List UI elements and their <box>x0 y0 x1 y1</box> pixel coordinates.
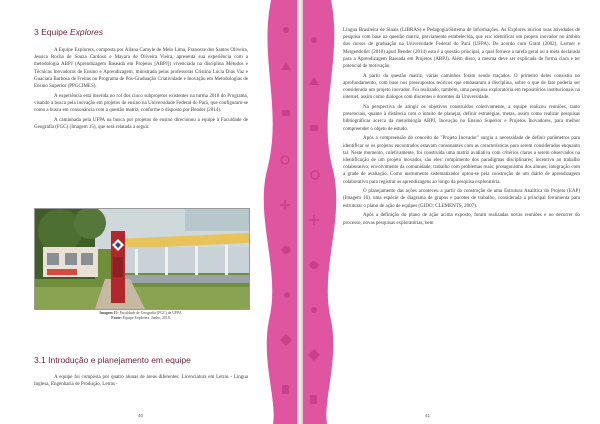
source-text: Equipe Explorers. Junho, 2018. <box>122 316 171 320</box>
paragraph: A caminhada pela UFPA na busca por projetos de ensino direcionou a equipe à Faculdade de Geografia (FGC) (Imagem 15), que será relatada a seguir. <box>34 117 248 131</box>
page-number: 41 <box>425 413 431 418</box>
section-word: Equipe <box>41 27 68 37</box>
paragraph: A experiência está inserida no rol dos cinco subprojetos existentes na turma 2018 do Programa, visando a busca pela inovação em projetos de ensino na Universidade Federal do Pará, que configuram-se como a busca em consonância com a questão matriz, conforme o disposto por Bender (2014). <box>34 93 248 114</box>
intro-text <box>34 47 248 134</box>
subsection-heading: 3.1 Introdução e planejamento em equipe <box>34 355 191 365</box>
photo-caption <box>34 311 248 321</box>
right-page-content <box>343 27 580 229</box>
section-heading <box>34 28 103 37</box>
paragraph: A equipe foi composta por quatro alunas de áreas diferentes: Licenciatura em Letras - Língua Inglesa, Engenharia de Produção, Letras - <box>34 375 248 388</box>
left-page <box>0 0 297 424</box>
source-label: Fonte: <box>111 316 122 320</box>
faculty-photo <box>34 208 250 310</box>
paragraph: Após a definição do plano de ação acima exposto, foram realizadas novas reuniões e no decorrer do processo, novas pesquisas exploratórias, bem <box>343 213 580 226</box>
paragraph: A Equipe Explorers, composta por Allana Camyle de Melo Lima, Franceze dos Santos Oliveira, Jessica Rocha de Souza Cardoso e Mayara de Oliveira Vieira, apresenta sua experiência com a metodologia ABPJ (Aprendizagem Baseada em Projetos [ABPJ]) vivenciada na disciplina Métodos e Técnicas Inovadoras de Ensino e Aprendizagem, ministrada pelas professoras Cristina Lúcia Dias Vaz e Guaciara Barbosa de Freitas no Programa de Pós-Graduação Criatividade e Inovação em Metodologias de Ensino Superior (PPGCIMES). <box>34 48 248 90</box>
paragraph: Após a compreensão do conceito de "Projeto Inovador" surgiu a necessidade de definir parâmetros para identificar se os projetos encontrados estavam consonantes com as características para serem considerados enquanto tal. Neste momento, coletivamente, foi construída uma matriz avaliativa com critérios claros a serem observados na identificação de um projeto inovador, são eles: rompimento dos paradigmas disciplinares; incentivo ao trabalho colaborativo; envolvimento da comunidade; trabalho com problemas reais; protagonismo dos alunos; integração com a grade de avaliação. Como instrumento sistematizador optou-se pela construção de um diário de aprendizagem colaborativo para registrar as aprendizagens ao longo da pesquisa exploratória. <box>343 136 580 185</box>
decorative-band-right <box>303 0 347 424</box>
caption-text: Faculdade de Geografia (FGC) da UFPA. <box>119 311 183 315</box>
right-page <box>303 0 600 424</box>
section-number: 3 <box>34 27 39 37</box>
paragraph: A partir da questão matriz, várias caminhos foram sendo traçados. O primeiro deles consistiu no aprofundamento, com base nos pressupostos teóricos que embasaram a disciplina, sobre o que de fato poderia ser considerado um projeto inovador. Foi realizado, também, uma pesquisa exploratória em repositórios institucionais na internet, assim como diálogos com discentes e docentes da Universidade. <box>343 73 580 101</box>
paragraph: Na perspectiva de atingir os objetivos construídos coletivamente, a equipe realizou reuniões, tanto presenciais, quanto à distância com o intuito de planejar, definir estratégias, metas, assim como realizar pesquisas bibliográficas acerca da metodologia ABPJ, Inovação no Ensino Superior e Projetos Inovadores, para melhor compreender o objeto de estudo. <box>343 105 580 132</box>
paragraph: Língua Brasileira de Sinais (LIBRAS) e Pedagogia/Sistema de Informações. As Explores iniciou suas atividades de pesquisa com base na questão matriz, previamente estabelecida, que era: identificar um projeto inovador no âmbito dos cursos de graduação na Universidade Federal do Pará (UFPA). De acordo com Grant (2002), Larmer e Mergendoller (2010) apud Bender (2014) esta é a questão principal, a qual fornece a tarefa geral ou a meta declarada para a Aprendizagem Baseada em Projetos (ABPJ). Além disso, a mesma deve ser explicada de forma clara e ter potencial de motivação. <box>343 28 580 70</box>
decorative-band-left <box>253 0 297 424</box>
section-name: Explores <box>69 27 104 37</box>
page-number: 40 <box>138 413 144 418</box>
paragraph: O planejamento das ações aconteceu a partir da construção de uma Estrutura Analítica do Projeto (EAP) (Imagem 16), uma espécie de diagrama de grupos e pacotes de trabalho, considerada a principal ferramenta para estruturar o plano de ação de equipes (GIDO; CLEMENTS, 2007). <box>343 189 580 209</box>
caption-label: Imagem 15: <box>99 311 119 315</box>
